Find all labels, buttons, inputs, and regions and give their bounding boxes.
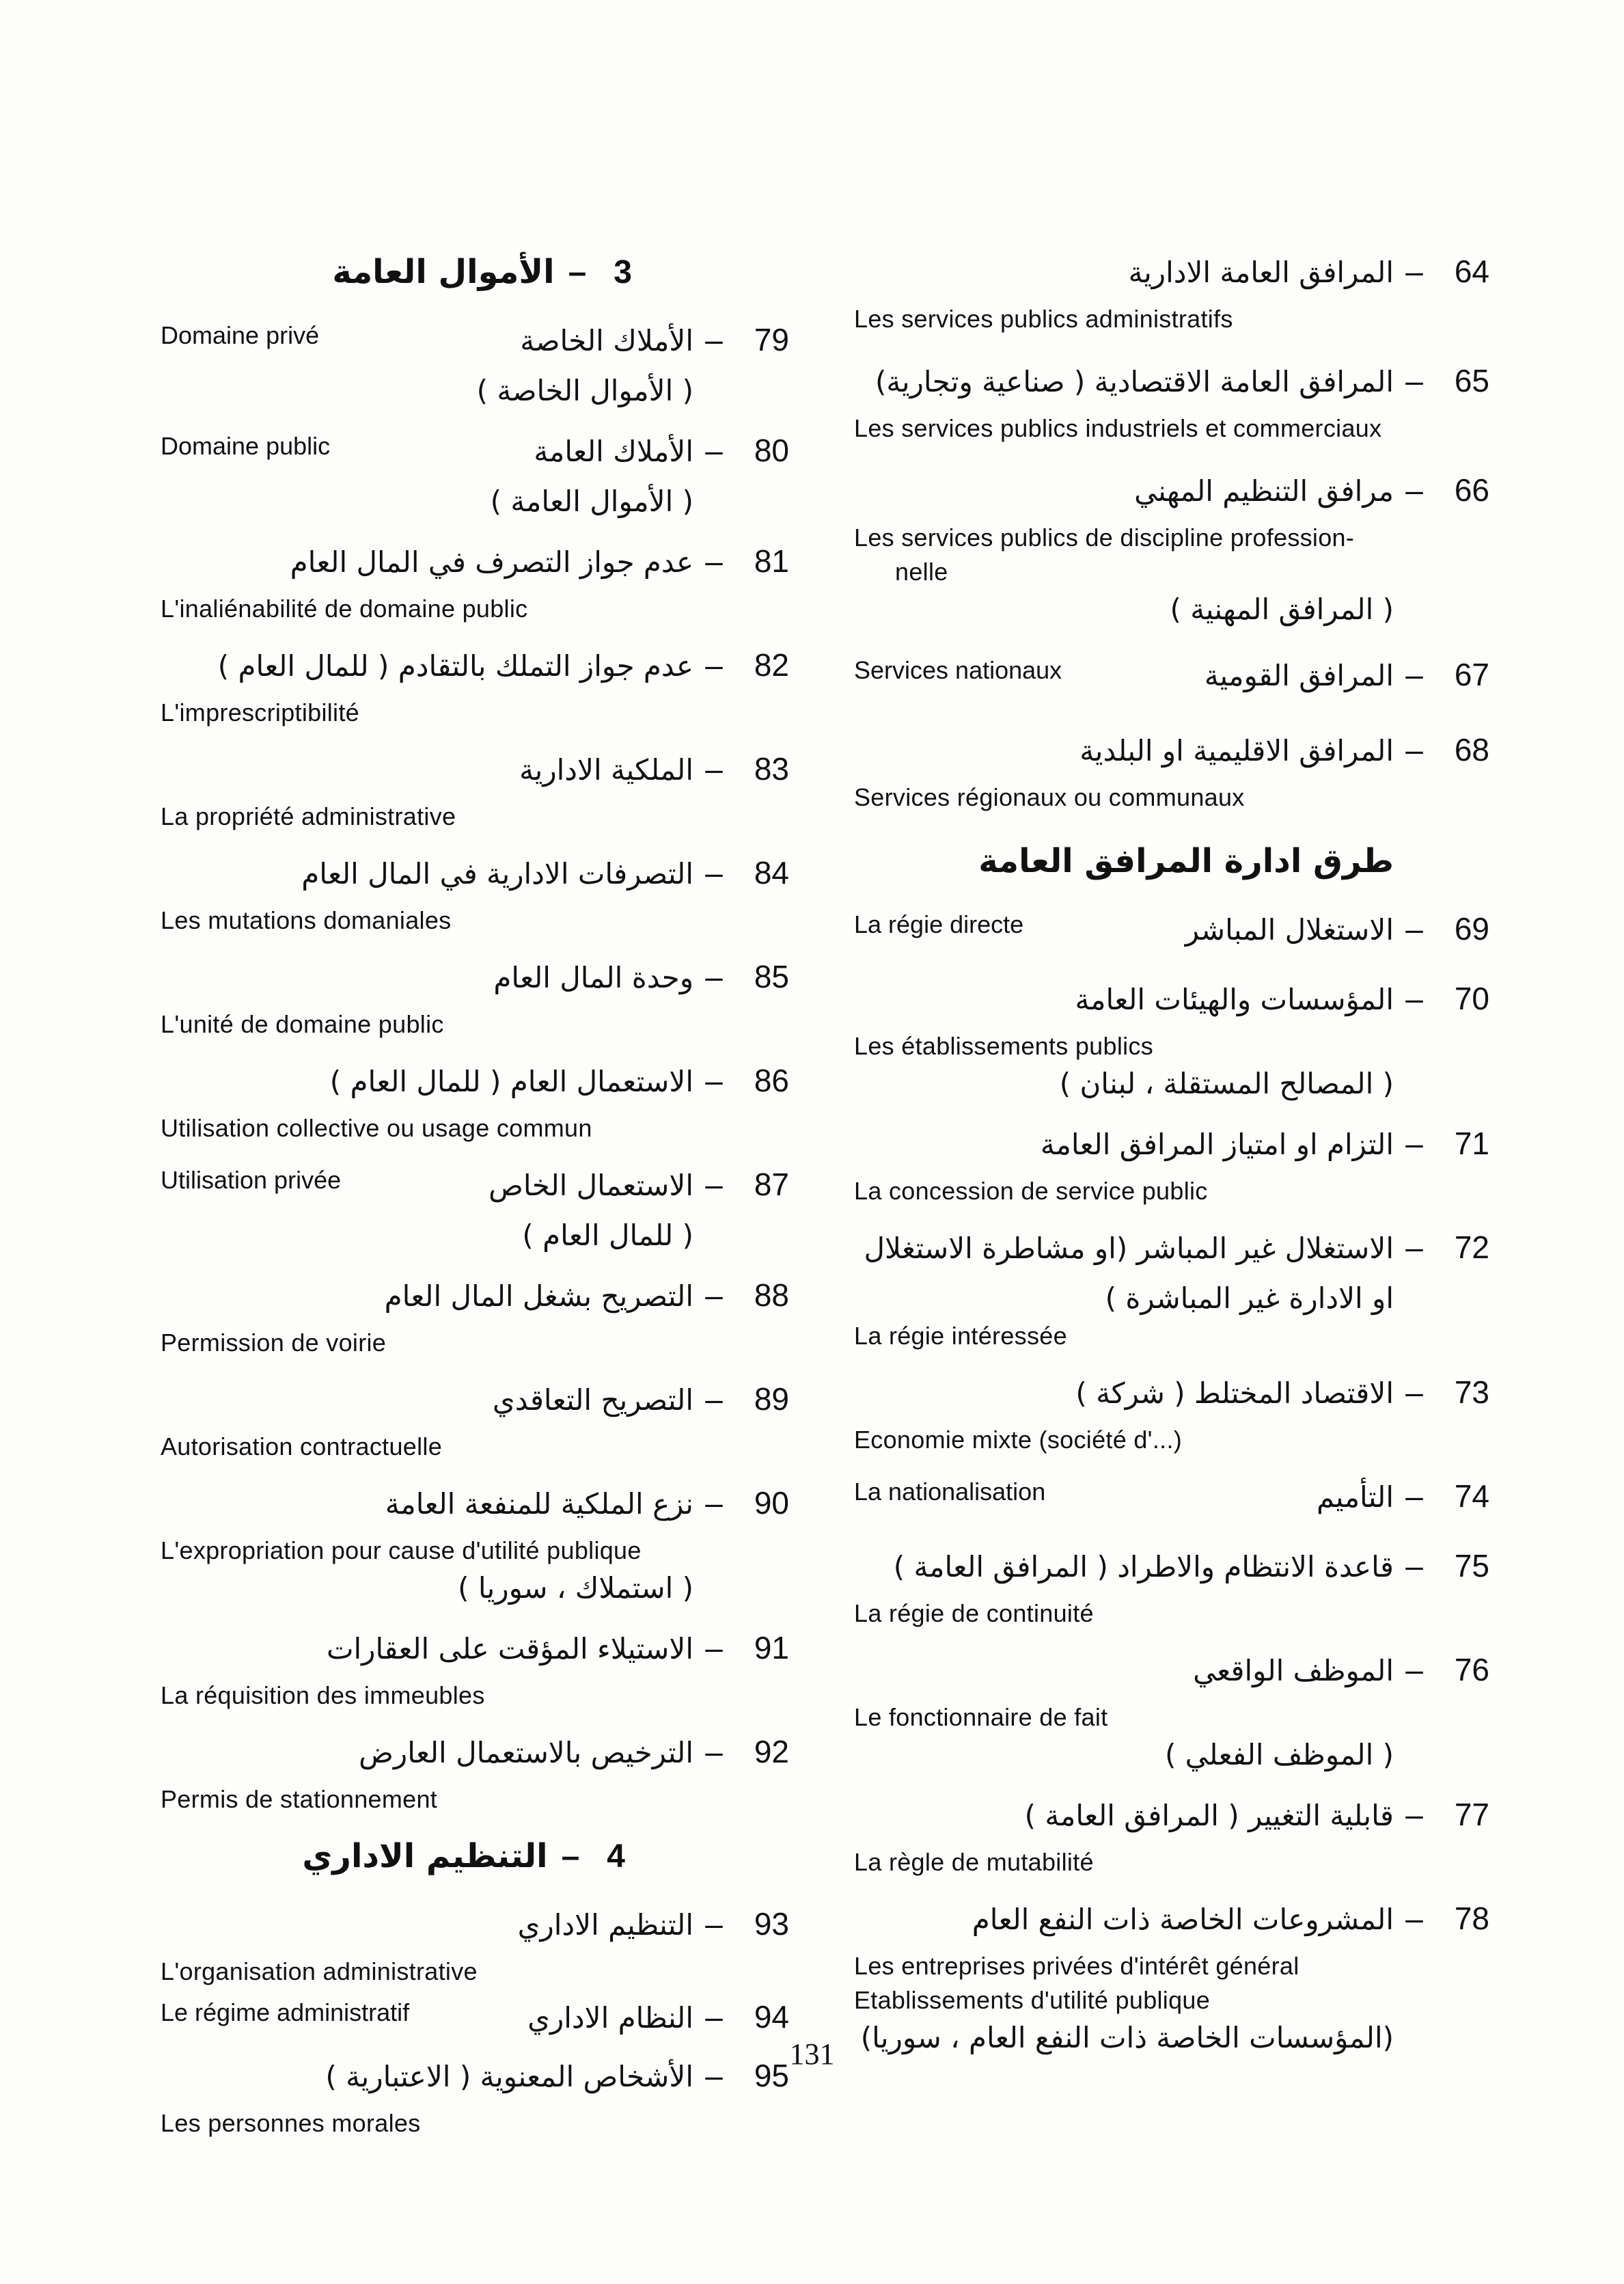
entry-number: 95: [754, 2058, 789, 2093]
arabic-term-line: [854, 472, 1489, 521]
glossary-entry: [854, 362, 1489, 446]
entry-dash: –: [705, 322, 723, 357]
french-term: Permission de voirie: [161, 1329, 387, 1357]
glossary-entry: [161, 1905, 789, 1989]
arabic-term: التنظيم الاداري: [517, 1908, 693, 1942]
arabic-term-line: [161, 1733, 789, 1782]
arabic-term-line: [854, 1478, 1489, 1527]
glossary-entry: [161, 958, 789, 1042]
glossary-entry: [854, 253, 1489, 336]
french-term: Les entreprises privées d'intérêt général: [854, 1952, 1299, 1980]
french-term: La concession de service public: [854, 1177, 1208, 1205]
arabic-term-line: [161, 1062, 789, 1111]
entry-dash: –: [1405, 1229, 1423, 1265]
entry-number: 69: [1454, 911, 1489, 947]
page-number: 131: [789, 2037, 835, 2071]
entry-number: 83: [754, 751, 789, 787]
arabic-term: الترخيص بالاستعمال العارض: [359, 1736, 693, 1769]
arabic-term-line: [161, 750, 789, 800]
glossary-entry: [854, 1547, 1489, 1631]
entry-dash: –: [1405, 1374, 1423, 1410]
glossary-entry: [161, 1484, 789, 1609]
entry-number: 93: [754, 1906, 789, 1942]
glossary-entry: [161, 854, 789, 938]
arabic-term-line: [161, 854, 789, 903]
entry-number: 85: [754, 959, 789, 994]
french-term: Autorisation contractuelle: [161, 1432, 443, 1460]
french-term: L'expropriation pour cause d'utilité publique: [161, 1536, 642, 1564]
entry-number: 67: [1454, 657, 1489, 692]
entry-dash: –: [1405, 1797, 1423, 1832]
french-term: La propriété administrative: [161, 802, 456, 830]
arabic-term-line: [854, 1374, 1489, 1423]
arabic-term-note: ( للمال العام ): [522, 1219, 693, 1252]
entry-number: 79: [754, 322, 789, 357]
entry-dash: –: [705, 1734, 723, 1769]
arabic-term: الاستغلال المباشر: [1185, 913, 1394, 947]
french-term: Domaine privé: [161, 321, 320, 349]
heading-number: 4: [607, 1838, 625, 1875]
left-column: [161, 253, 789, 2150]
french-term: La règle de mutabilité: [854, 1848, 1094, 1876]
arabic-term-line: [854, 253, 1489, 302]
arabic-term: التصرفات الادارية في المال العام: [301, 857, 693, 891]
glossary-entry: [161, 647, 789, 730]
arabic-term-note: او الادارة غير المباشرة ): [1105, 1281, 1394, 1315]
glossary-entry: [854, 1478, 1489, 1527]
french-term: La réquisition des immeubles: [161, 1681, 485, 1709]
arabic-term-line: [161, 1484, 789, 1534]
french-term: Services nationaux: [854, 656, 1062, 684]
entry-dash: –: [1405, 1126, 1423, 1161]
arabic-term-line: [854, 1547, 1489, 1596]
section-heading-service-management: [854, 842, 1489, 897]
arabic-term-line: [854, 1796, 1489, 1845]
entry-dash: –: [705, 2058, 723, 2093]
glossary-entry: [161, 1733, 789, 1817]
arabic-term: التصريح بشغل المال العام: [384, 1279, 693, 1313]
arabic-term: مرافق التنظيم المهني: [1134, 474, 1394, 508]
arabic-term: قابلية التغيير ( المرافق العامة ): [1024, 1799, 1394, 1832]
french-term: Les services publics administratifs: [854, 305, 1233, 333]
arabic-term-line: [854, 656, 1489, 705]
arabic-term-note: ( الموظف الفعلي ): [1164, 1738, 1394, 1771]
entry-dash: –: [705, 1906, 723, 1942]
entry-number: 88: [754, 1277, 789, 1313]
french-term: Utilisation privée: [161, 1166, 342, 1194]
entry-number: 80: [754, 433, 789, 468]
glossary-entry: [161, 543, 789, 626]
glossary-entry: [854, 1374, 1489, 1457]
arabic-term: الأملاك العامة: [534, 435, 693, 468]
arabic-term: المشروعات الخاصة ذات النفع العام: [972, 1903, 1394, 1936]
entry-number: 89: [754, 1381, 789, 1417]
arabic-term: التأميم: [1316, 1480, 1394, 1514]
entry-dash: –: [705, 1999, 723, 2035]
arabic-term: الأشخاص المعنوية ( الاعتبارية ): [325, 2060, 693, 2093]
entry-dash: –: [705, 647, 723, 683]
arabic-term: عدم جواز التصرف في المال العام: [290, 545, 693, 579]
arabic-term: الاستعمال الخاص: [488, 1169, 693, 1202]
entry-dash: –: [1405, 1478, 1423, 1514]
entry-number: 68: [1454, 732, 1489, 767]
entry-number: 66: [1454, 472, 1489, 508]
glossary-entry: [161, 1629, 789, 1713]
arabic-term: المرافق العامة الادارية: [1128, 256, 1394, 289]
arabic-term-line: [161, 647, 789, 696]
entry-number: 74: [1454, 1478, 1489, 1514]
entry-number: 77: [1454, 1797, 1489, 1832]
entry-number: 92: [754, 1734, 789, 1769]
arabic-term: الاقتصاد المختلط ( شركة ): [1075, 1376, 1394, 1410]
glossary-entry: [854, 1796, 1489, 1879]
entry-number: 87: [754, 1167, 789, 1202]
entry-dash: –: [1405, 472, 1423, 508]
glossary-entry: [854, 656, 1489, 705]
french-term: L'organisation administrative: [161, 1957, 478, 1985]
entry-dash: –: [705, 543, 723, 579]
arabic-term-note: ( الأموال العامة ): [490, 485, 693, 518]
french-term: Economie mixte (société d'...): [854, 1426, 1183, 1454]
section-heading-public-property: [161, 253, 789, 308]
entry-number: 94: [754, 1999, 789, 2035]
arabic-term: الاستعمال العام ( للمال العام ): [329, 1065, 693, 1098]
entry-number: 81: [754, 543, 789, 579]
arabic-term-note: ( الأموال الخاصة ): [476, 374, 693, 407]
glossary-entry: [161, 432, 789, 522]
glossary-entry: [161, 1166, 789, 1256]
arabic-term-line: [161, 1277, 789, 1326]
entry-dash: –: [705, 1167, 723, 1202]
french-term: La régie directe: [854, 910, 1024, 938]
french-term: L'inaliénabilité de domaine public: [161, 595, 528, 623]
entry-number: 73: [1454, 1374, 1489, 1410]
french-term: Les services publics industriels et commerciaux: [854, 414, 1382, 442]
glossary-entry: [161, 321, 789, 411]
entry-number: 64: [1454, 254, 1489, 289]
arabic-term-line: [161, 543, 789, 592]
heading-dash: –: [561, 1838, 580, 1875]
arabic-term-line: [854, 980, 1489, 1029]
arabic-term: التصريح التعاقدي: [492, 1383, 693, 1417]
entry-dash: –: [1405, 254, 1423, 289]
french-term: La régie intéressée: [854, 1322, 1067, 1350]
entry-number: 78: [1454, 1901, 1489, 1936]
arabic-term-line: [854, 1651, 1489, 1700]
glossary-entry: [854, 731, 1489, 815]
heading-text: الأموال العامة: [332, 253, 555, 291]
french-term: Les services publics de discipline profession-: [854, 524, 1355, 552]
arabic-term: قاعدة الانتظام والاطراد ( المرافق العامة ): [893, 1550, 1394, 1583]
arabic-term: النظام الاداري: [527, 2001, 693, 2035]
arabic-term: الملكية الادارية: [519, 753, 693, 787]
entry-number: 91: [754, 1630, 789, 1666]
entry-dash: –: [1405, 363, 1423, 398]
glossary-entry: [161, 1062, 789, 1145]
entry-dash: –: [705, 1063, 723, 1098]
arabic-term-line: [161, 1381, 789, 1430]
glossary-entry: [854, 980, 1489, 1104]
entry-dash: –: [705, 1381, 723, 1417]
arabic-term: نزع الملكية للمنفعة العامة: [385, 1487, 693, 1521]
arabic-term-note: (المؤسسات الخاصة ذات النفع العام ، سوريا): [860, 2021, 1394, 2054]
arabic-term-line: [854, 362, 1489, 411]
arabic-term-line: [854, 731, 1489, 780]
glossary-entry: [854, 910, 1489, 960]
entry-number: 72: [1454, 1229, 1489, 1265]
glossary-entry: [161, 1277, 789, 1360]
french-term: L'unité de domaine public: [161, 1010, 444, 1038]
french-term: Permis de stationnement: [161, 1785, 438, 1813]
section-heading-administrative-organization: [161, 1837, 789, 1892]
french-term: La nationalisation: [854, 1478, 1046, 1506]
arabic-term-note: ( استملاك ، سوريا ): [458, 1571, 693, 1605]
french-term: L'imprescriptibilité: [161, 698, 359, 726]
arabic-term-line: [161, 1905, 789, 1955]
entry-dash: –: [705, 855, 723, 891]
french-term-continued: nelle: [895, 558, 948, 586]
arabic-term-line: [854, 1229, 1489, 1278]
entry-dash: –: [1405, 1652, 1423, 1687]
arabic-term-note: ( المصالح المستقلة ، لبنان ): [1059, 1067, 1394, 1100]
arabic-term: المرافق العامة الاقتصادية ( صناعية وتجارية): [875, 365, 1394, 398]
entry-dash: –: [705, 433, 723, 468]
french-term: Utilisation collective ou usage commun: [161, 1114, 592, 1142]
french-term: Domaine public: [161, 432, 331, 460]
entry-number: 71: [1454, 1126, 1489, 1161]
glossary-entry: [854, 1900, 1489, 2058]
arabic-term: التزام او امتياز المرافق العامة: [1040, 1128, 1394, 1161]
french-term: Les personnes morales: [161, 2109, 421, 2137]
entry-dash: –: [1405, 657, 1423, 692]
arabic-term-note: ( المرافق المهنية ): [1170, 593, 1394, 626]
entry-dash: –: [1405, 732, 1423, 767]
arabic-term-line: [854, 1125, 1489, 1174]
arabic-term-line: [854, 1900, 1489, 1949]
arabic-term: المؤسسات والهيئات العامة: [1075, 983, 1394, 1016]
arabic-term: الاستغلال غير المباشر (او مشاطرة الاستغلال: [864, 1232, 1394, 1265]
arabic-term: المرافق القومية: [1204, 659, 1394, 692]
arabic-term-line: [161, 958, 789, 1007]
french-term: Le régime administratif: [161, 1998, 410, 2026]
entry-number: 76: [1454, 1652, 1489, 1687]
entry-dash: –: [705, 1485, 723, 1521]
right-column: [854, 253, 1489, 2079]
arabic-term: وحدة المال العام: [493, 961, 693, 994]
arabic-term-line: [854, 910, 1489, 960]
entry-number: 70: [1454, 981, 1489, 1016]
entry-dash: –: [1405, 981, 1423, 1016]
arabic-term: المرافق الاقليمية او البلدية: [1079, 734, 1394, 767]
french-term: Les mutations domaniales: [161, 906, 452, 934]
glossary-entry: [161, 750, 789, 834]
glossary-entry: [854, 1229, 1489, 1353]
french-term: Les établissements publics: [854, 1032, 1154, 1060]
entry-number: 75: [1454, 1548, 1489, 1583]
glossary-entry: [854, 1125, 1489, 1208]
heading-text: التنظيم الاداري: [302, 1837, 548, 1875]
arabic-term: الاستيلاء المؤقت على العقارات: [326, 1632, 693, 1666]
entry-dash: –: [1405, 1548, 1423, 1583]
heading-number: 3: [614, 254, 632, 290]
entry-dash: –: [1405, 1901, 1423, 1936]
entry-number: 90: [754, 1485, 789, 1521]
arabic-term-line: [161, 432, 789, 481]
arabic-term-line: [161, 1629, 789, 1678]
arabic-term-line: [161, 321, 789, 370]
entry-number: 84: [754, 855, 789, 891]
french-term: La régie de continuité: [854, 1599, 1094, 1627]
entry-number: 65: [1454, 363, 1489, 398]
glossary-entry: [161, 1381, 789, 1464]
entry-dash: –: [1405, 911, 1423, 947]
arabic-term: الموظف الواقعي: [1193, 1654, 1394, 1687]
entry-dash: –: [705, 751, 723, 787]
entry-dash: –: [705, 1630, 723, 1666]
entry-number: 86: [754, 1063, 789, 1098]
french-term: Services régionaux ou communaux: [854, 783, 1245, 811]
entry-dash: –: [705, 959, 723, 994]
arabic-term-line: [161, 1166, 789, 1215]
french-term-continued: Etablissements d'utilité publique: [854, 1986, 1211, 2014]
french-term: Le fonctionnaire de fait: [854, 1703, 1108, 1731]
heading-dash: –: [568, 254, 587, 290]
glossary-entry: [854, 472, 1489, 630]
entry-number: 82: [754, 647, 789, 683]
arabic-term: الأملاك الخاصة: [520, 324, 693, 357]
glossary-entry: [854, 1651, 1489, 1776]
heading-text: طرق ادارة المرافق العامة: [978, 842, 1394, 880]
entry-dash: –: [705, 1277, 723, 1313]
arabic-term: عدم جواز التملك بالتقادم ( للمال العام ): [217, 649, 693, 683]
